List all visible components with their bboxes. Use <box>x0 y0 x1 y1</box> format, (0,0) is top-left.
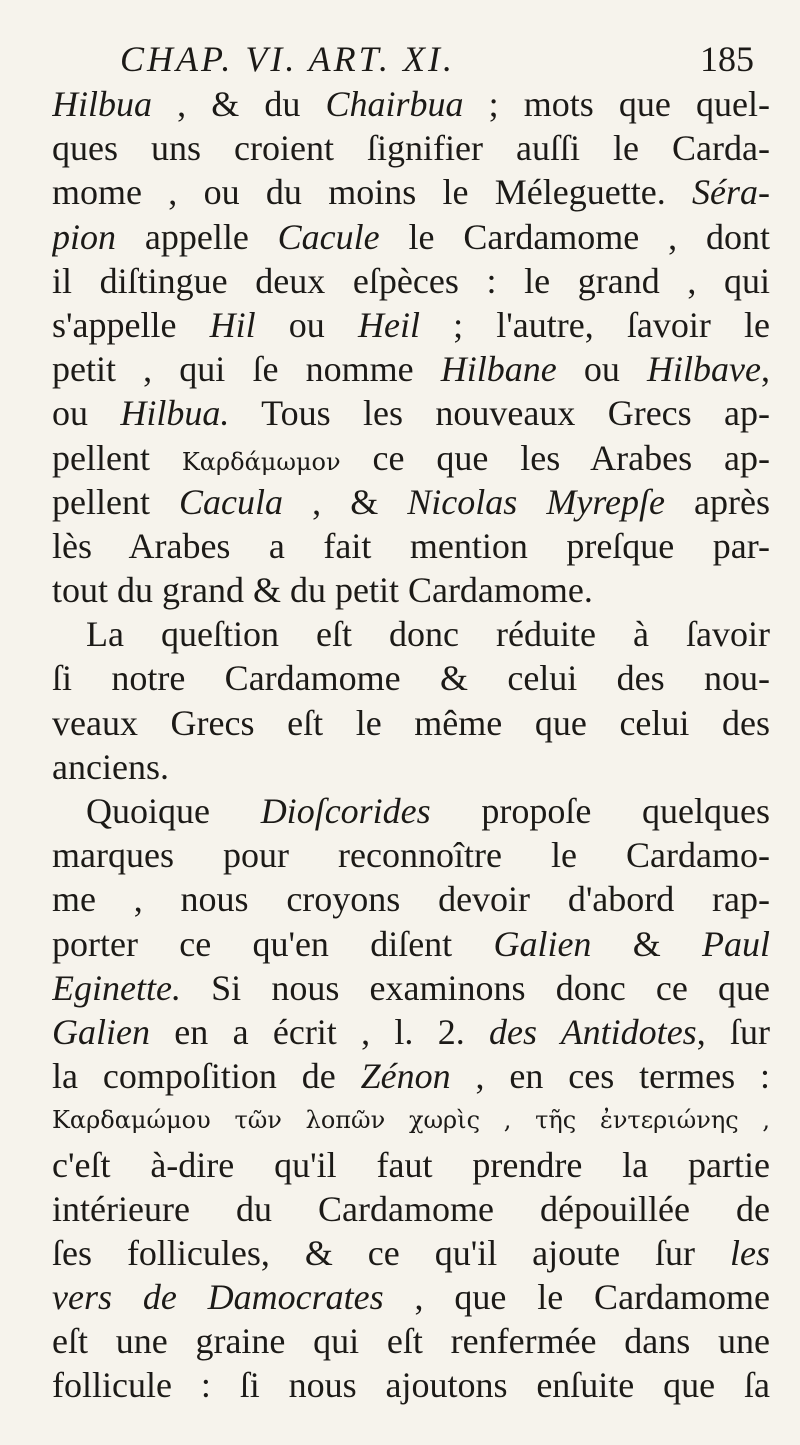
italic-text: des Antidotes <box>489 1011 697 1052</box>
text-segment: mome , ou du moins le Méleguette. <box>52 172 693 213</box>
italic-text: Séra- <box>692 172 770 213</box>
text-segment: anciens. <box>52 746 169 787</box>
text-line <box>52 1054 770 1098</box>
text-segment: Quoique <box>86 791 261 831</box>
text-segment: en a écrit , l. 2. <box>149 1011 490 1052</box>
italic-text: Cacula <box>179 481 284 522</box>
text-line <box>52 215 770 259</box>
text-segment: ; l'autre, ſavoir le <box>419 304 770 345</box>
text-segment: me , nous croyons devoir d'abord rap- <box>52 879 770 920</box>
text-segment: ſi notre Cardamome & celui des nou- <box>52 658 770 699</box>
text-line <box>52 480 770 524</box>
running-head <box>0 38 800 82</box>
italic-text: Zénon <box>360 1056 451 1097</box>
text-segment: petit , qui ſe nomme <box>52 349 441 390</box>
text-line <box>52 347 770 391</box>
text-segment: , en ces termes : <box>450 1056 770 1097</box>
text-line <box>52 966 770 1010</box>
italic-text: Galien <box>52 1011 150 1052</box>
text-line <box>52 656 770 700</box>
text-segment: , ſur <box>696 1011 770 1052</box>
text-line <box>52 170 770 214</box>
text-line <box>52 259 770 303</box>
text-segment: eſt une graine qui eſt renfermée dans une <box>52 1321 770 1362</box>
text-segment: il diſtingue deux eſpèces : le grand , qui <box>52 260 770 301</box>
italic-text: les <box>730 1232 770 1273</box>
text-line <box>52 1319 770 1363</box>
text-line <box>52 789 770 833</box>
text-line <box>52 1187 770 1231</box>
text-segment: follicule : ſi nous ajoutons enſuite que ſa <box>52 1365 770 1406</box>
text-line <box>52 568 770 612</box>
text-line <box>52 1010 770 1054</box>
text-line <box>52 1231 770 1275</box>
text-segment: porter ce qu'en diſent <box>52 923 494 964</box>
text-line <box>52 612 770 656</box>
italic-text: Hilbua. <box>120 393 230 434</box>
italic-text: Nicolas Myrepſe <box>407 481 665 522</box>
text-line <box>52 877 770 921</box>
text-segment: après <box>664 481 770 522</box>
text-segment: , & <box>283 481 408 522</box>
text-segment: la compoſition de <box>52 1056 361 1097</box>
text-line <box>52 1143 770 1187</box>
text-segment: , & du <box>152 84 326 124</box>
text-line <box>52 922 770 966</box>
text-segment: Si nous examinons donc ce que <box>180 967 770 1008</box>
text-segment: s'appelle <box>52 304 210 345</box>
italic-text: Hilbave <box>647 349 761 390</box>
text-segment: & <box>591 923 702 964</box>
text-segment: appelle <box>116 216 278 257</box>
text-segment: tout du grand & du petit Cardamome. <box>52 570 593 611</box>
text-segment: veaux Grecs eſt le même que celui des <box>52 702 770 743</box>
italic-text: Hilbane <box>440 349 557 390</box>
italic-text: pion <box>52 216 117 257</box>
text-segment: Tous les nouveaux Grecs ap- <box>229 393 770 434</box>
text-line <box>52 1275 770 1319</box>
chapter-heading: CHAP. VI. ART. XI. <box>120 39 455 79</box>
text-line <box>52 701 770 745</box>
italic-text: Heil <box>357 304 420 345</box>
italic-text: Paul <box>701 923 770 964</box>
text-line <box>52 82 770 126</box>
text-line <box>52 303 770 347</box>
text-segment: le Cardamome , dont <box>379 216 770 257</box>
text-segment: ; mots que quel- <box>463 84 770 124</box>
italic-text: Eginette. <box>52 967 181 1008</box>
text-line <box>52 1098 770 1142</box>
text-segment: pellent <box>52 437 182 478</box>
body-text <box>52 82 770 1408</box>
text-segment: ou <box>255 304 358 345</box>
text-segment: marques pour reconnoître le Cardamo- <box>52 835 770 876</box>
text-segment: ſes follicules, & ce qu'il ajoute ſur <box>52 1232 730 1273</box>
text-segment: intérieure du Cardamome dépouillée de <box>52 1188 770 1229</box>
text-segment: ce que les Arabes ap- <box>340 437 770 478</box>
italic-text: Dioſcorides <box>260 791 431 831</box>
page-number: 185 <box>700 39 754 79</box>
text-segment: Καρδαμώμου τῶν λοπῶν χωρὶς , τῆς ἐντεριώνης , <box>52 1106 770 1135</box>
text-segment: propoſe quelques <box>430 791 770 831</box>
italic-text: Galien <box>493 923 592 964</box>
italic-text: Cacule <box>277 216 380 257</box>
text-segment: ques uns croient ſignifier auſſi le Carda- <box>52 128 770 169</box>
text-segment: c'eſt à-dire qu'il faut prendre la partie <box>52 1144 770 1185</box>
text-line <box>52 436 770 480</box>
italic-text: Hil <box>209 304 256 345</box>
text-line <box>52 126 770 170</box>
text-segment: , <box>761 349 770 390</box>
text-segment: ou <box>52 393 121 434</box>
text-line <box>52 833 770 877</box>
text-segment: lès Arabes a fait mention preſque par- <box>52 525 770 566</box>
greek-text: Καρδάμωμον <box>181 447 341 476</box>
text-line <box>52 391 770 435</box>
text-segment: pellent <box>52 481 180 522</box>
text-segment: La queſtion eſt donc réduite à ſavoir <box>86 614 770 655</box>
text-line <box>52 745 770 789</box>
text-line <box>52 524 770 568</box>
italic-text: vers de Damocrates <box>52 1277 384 1318</box>
italic-text: Chairbua <box>325 84 464 124</box>
italic-text: Hilbua <box>52 84 153 124</box>
text-segment: ou <box>556 349 648 390</box>
text-segment: , que le Cardamome <box>383 1277 770 1318</box>
text-line <box>52 1363 770 1407</box>
